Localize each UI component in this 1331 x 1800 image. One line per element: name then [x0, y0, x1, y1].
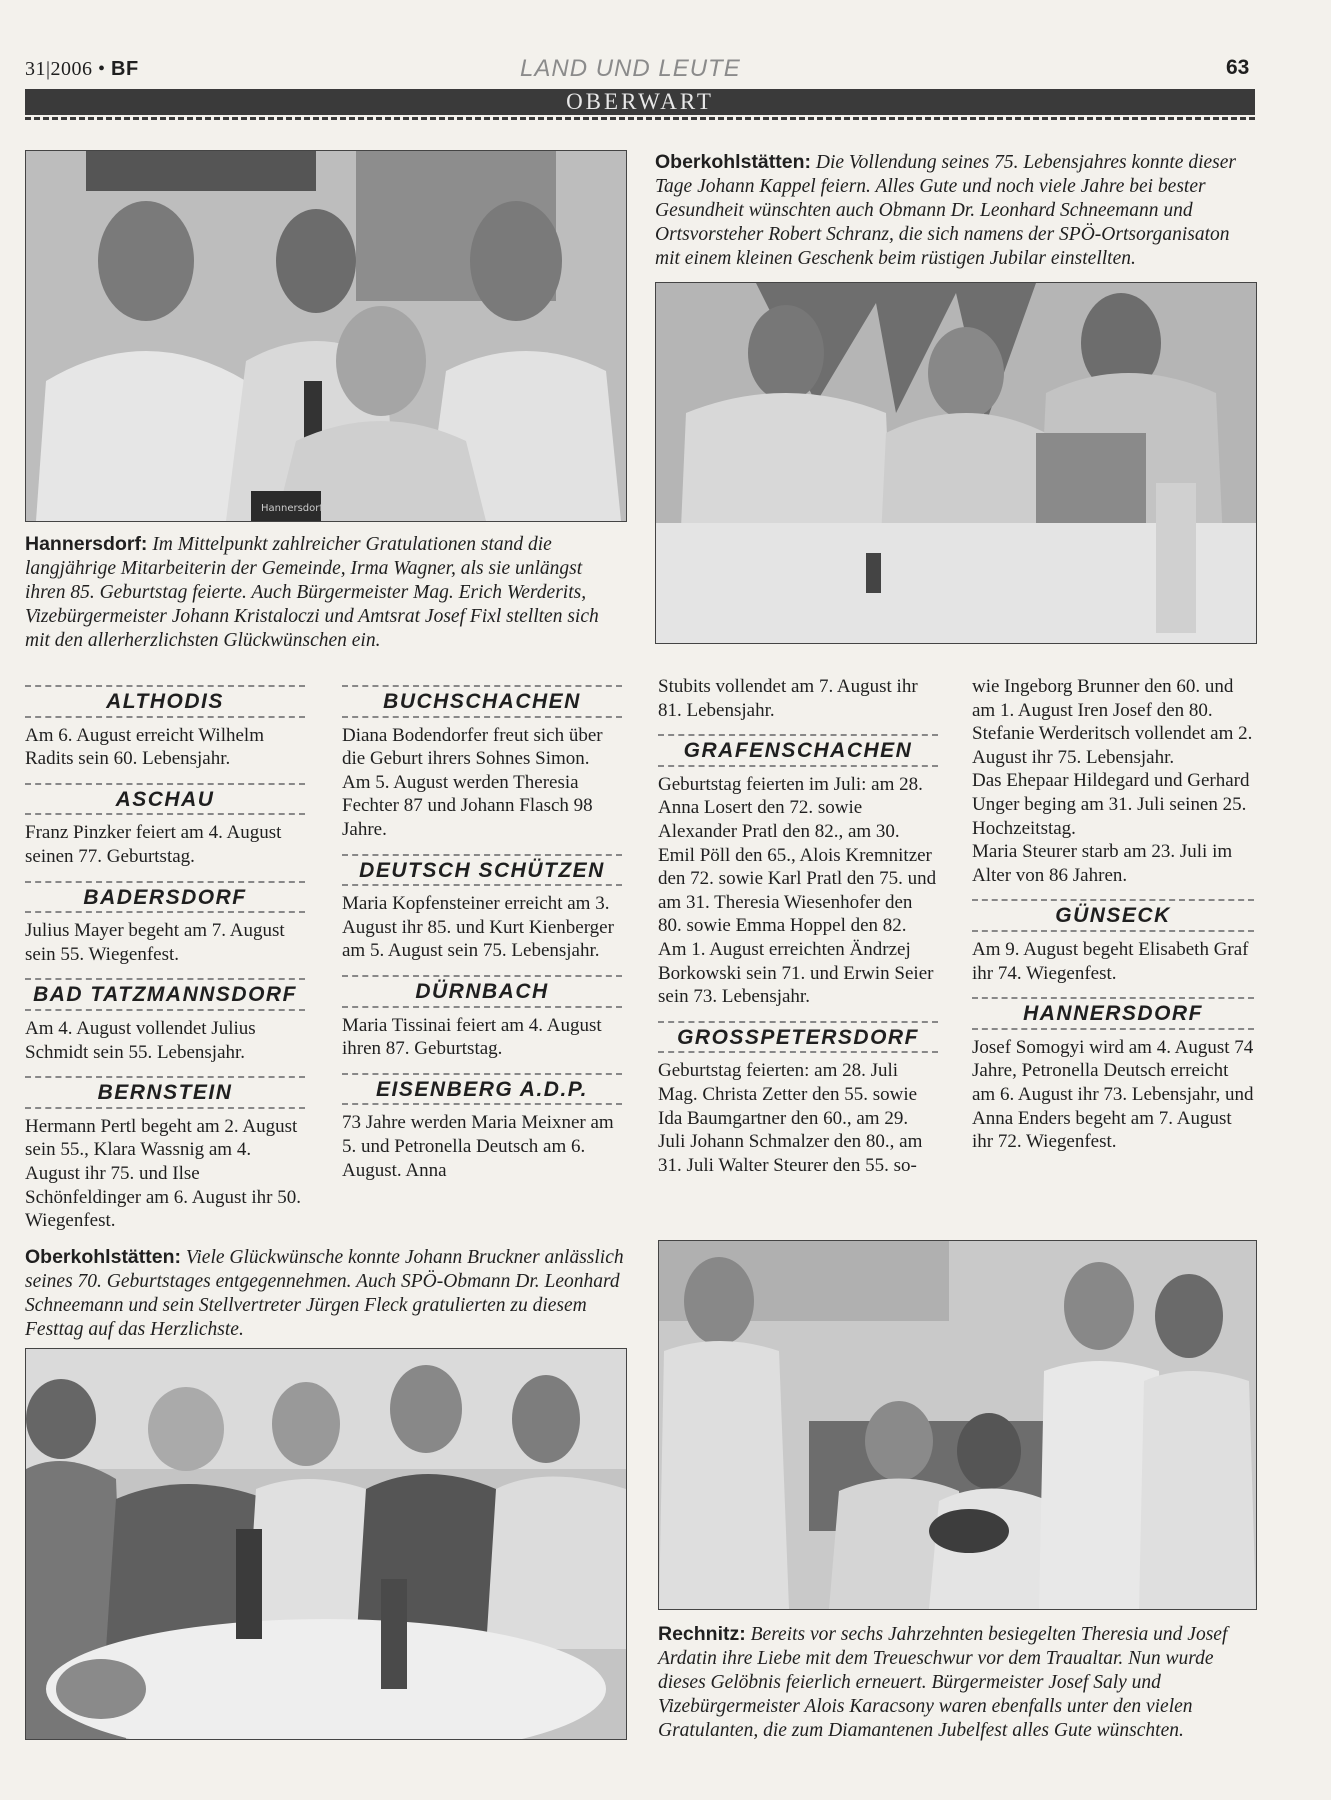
caption-text: Viele Glückwünsche konnte Johann Bruckner anlässlich seines 70. Geburtstages entgegennehmen. Auch SPÖ-Obmann Dr. Leonhard Schneemann und sein Stellvertreter Jürgen Fleck gratulierten zu diesem Festtag auf das Herzlichste. [25, 1247, 624, 1340]
notice-text: Geburtstag feierten im Juli: am 28. Anna Losert den 72. sowie Alexander Pratl den 82., am 30. Emil Pöll den 65., Alois Kremnitzer den 72. sowie Karl Pratl den 75. und am 31. Theresia Wiesenhofer den 80. sowie Emma Hoppel den 82. [658, 773, 937, 937]
caption-text: Bereits vor sechs Jahrzehnten besiegelten Theresia und Josef Ardatin ihre Liebe mit dem Treueschwur vor dem Traualtar. Nun wurde dieses Gelöbnis feierlich erneuert. Bürgermeister Josef Saly und Vizebürgermeister Alois Karacsony waren ebenfalls unter den vielen Gratulanten, die zum Diamantenen Jubelfest alles Gute wünschten. [658, 1624, 1228, 1741]
caption-place: Oberkohlstätten: [655, 151, 812, 173]
location-heading: HANNERSDORF [972, 997, 1254, 1030]
notice-text: Julius Mayer begeht am 7. August sein 55. Wiegenfest. [25, 920, 285, 965]
notice-text: Am 6. August erreicht Wilhelm Radits sein 60. Lebensjahr. [25, 724, 264, 770]
column-4 [972, 675, 1254, 1154]
column-3 [658, 675, 938, 1177]
caption-place: Hannersdorf: [25, 533, 148, 555]
notice-text: Am 1. August erreichten Ändrzej Borkowski sein 71. und Erwin Seier sein 73. Lebensjahr. [658, 938, 934, 1008]
caption-place: Oberkohlstätten: [25, 1246, 182, 1268]
notice-text: Am 9. August begeht Elisabeth Graf ihr 74. Wiegenfest. [972, 938, 1249, 984]
caption-oberkohlstaetten-top [655, 150, 1255, 271]
caption-place: Rechnitz: [658, 1623, 746, 1645]
photo-oberkohlstaetten-top [655, 282, 1257, 644]
notice-text: 73 Jahre werden Maria Meixner am 5. und Petronella Deutsch am 6. August. Anna [342, 1112, 614, 1181]
notice-text: Stubits vollendet am 7. August ihr 81. Lebensjahr. [658, 676, 918, 721]
notice-text: Maria Steurer starb am 23. Juli im Alter von 86 Jahren. [972, 841, 1233, 886]
notice-text: Am 5. August werden Theresia Fechter 87 und Johann Flasch 98 Jahre. [342, 771, 593, 840]
caption-rechnitz [658, 1622, 1255, 1743]
caption-text: Im Mittelpunkt zahlreicher Gratulationen stand die langjährige Mitarbeiterin der Gemeinde, Irma Wagner, als sie unlängst ihren 85. Geburtstag feierte. Auch Bürgermeister Mag. Erich Werderits, Vizebürgermeister Johann Kristaloczi und Amtsrat Josef Fixl stellten sich mit den allerherzlichsten Glückwünschen ein. [25, 534, 599, 651]
page-number: 63 [1226, 56, 1250, 79]
location-heading: BUCHSCHACHEN [342, 685, 622, 718]
location-heading: BADERSDORF [25, 881, 305, 914]
book-label: Hannersdorf [261, 503, 323, 514]
location-heading: GROSSPETERSDORF [658, 1021, 938, 1054]
location-heading: ALTHODIS [25, 685, 305, 718]
notice-text: Franz Pinzker feiert am 4. August seinen 77. Geburtstag. [25, 822, 282, 867]
region-divider [25, 117, 1255, 120]
region-title: OBERWART [566, 89, 714, 114]
location-heading: ASCHAU [25, 783, 305, 816]
notice-text: wie Ingeborg Brunner den 60. und am 1. August Iren Josef den 80. [972, 676, 1234, 721]
location-heading: BERNSTEIN [25, 1076, 305, 1109]
column-1 [25, 685, 305, 1233]
notice-text: Josef Somogyi wird am 4. August 74 Jahre, Petronella Deutsch erreicht am 6. August ihr 73. Lebensjahr, und Anna Enders begeht am 7. August ihr 72. Wiegenfest. [972, 1036, 1254, 1153]
issue-number: 31|2006 • BF [25, 58, 139, 80]
notice-text: Hermann Pertl begeht am 2. August sein 55., Klara Wassnig am 4. August ihr 75. und Ilse Schönfeldinger am 6. August ihr 50. Wiegenfest. [25, 1115, 301, 1232]
notice-text: Stefanie Werderitsch vollendet am 2. August ihr 75. Lebensjahr. [972, 723, 1253, 768]
photo-hannersdorf [25, 150, 627, 522]
location-heading: DÜRNBACH [342, 975, 622, 1008]
column-2 [342, 685, 622, 1182]
issue-date: 31|2006 [25, 58, 93, 80]
notice-text: Das Ehepaar Hildegard und Gerhard Unger beging am 31. Juli seinen 25. Hochzeitstag. [972, 770, 1250, 839]
notice-text: Geburtstag feierten: am 28. Juli Mag. Christa Zetter den 55. sowie Ida Baumgartner den 60., am 29. Juli Johann Schmalzer den 80., am 31. Juli Walter Steurer den 55. so- [658, 1060, 923, 1176]
notice-text: Maria Tissinai feiert am 4. August ihren 87. Geburtstag. [342, 1014, 602, 1060]
caption-text: Die Vollendung seines 75. Lebensjahres konnte dieser Tage Johann Kappel feiern. Alles Gute und noch viele Jahre bei bester Gesundheit wünschten auch Obmann Dr. Leonhard Schneemann und Ortsvorsteher Robert Schranz, die sich namens der SPÖ-Ortsorganisaton mit einem kleinen Geschenk beim rüstigen Jubilar einstellten. [655, 152, 1236, 269]
notice-text: Diana Bodendorfer freut sich über die Geburt ihrers Sohnes Simon. [342, 724, 603, 770]
notice-text: Am 4. August vollendet Julius Schmidt sein 55. Lebensjahr. [25, 1017, 256, 1063]
location-heading: DEUTSCH SCHÜTZEN [342, 854, 622, 887]
paper-name: BF [111, 58, 139, 80]
photo-rechnitz [658, 1240, 1257, 1610]
location-heading: BAD TATZMANNSDORF [25, 978, 305, 1011]
section-title: LAND UND LEUTE [520, 55, 741, 82]
notice-text: Maria Kopfensteiner erreicht am 3. August ihr 85. und Kurt Kienberger am 5. August sein 75. Lebensjahr. [342, 893, 614, 962]
caption-oberkohlstaetten-bottom [25, 1245, 630, 1342]
photo-oberkohlstaetten-bottom [25, 1348, 627, 1740]
location-heading: GÜNSECK [972, 899, 1254, 932]
location-heading: GRAFENSCHACHEN [658, 734, 938, 767]
location-heading: EISENBERG A.D.P. [342, 1073, 622, 1106]
caption-hannersdorf [25, 532, 625, 653]
